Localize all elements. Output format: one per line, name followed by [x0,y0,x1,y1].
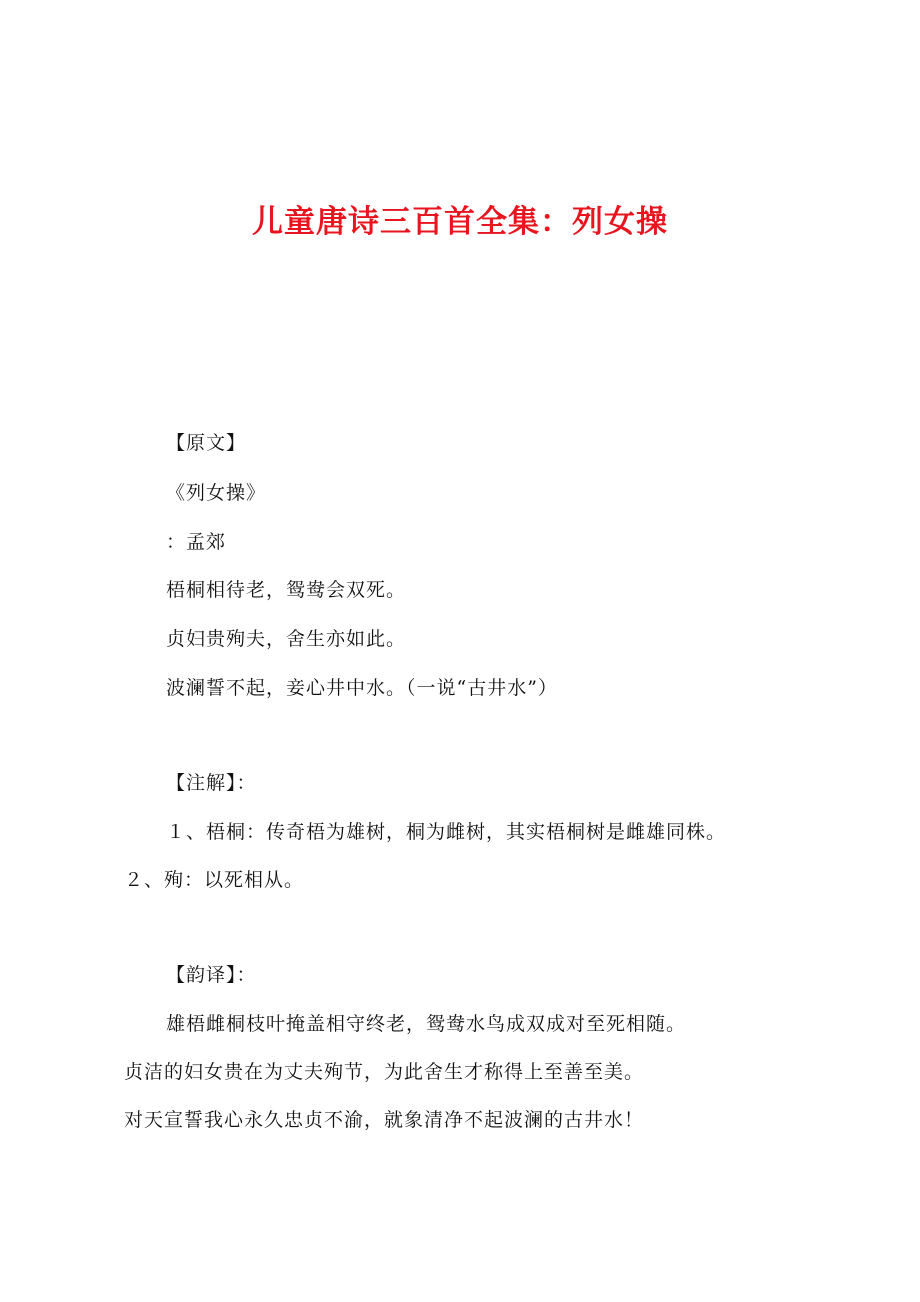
note-item: ２、殉：以死相从。 [124,869,305,891]
poem-line: 贞妇贵殉夫，舍生亦如此。 [166,628,407,650]
translation-line: 贞洁的妇女贵在为丈夫殉节，为此舍生才称得上至善至美。 [124,1061,645,1083]
translation-line: 雄梧雌桐枝叶掩盖相守终老，鸳鸯水鸟成双成对至死相随。 [166,1013,687,1035]
notes-heading: 【注解】： [166,772,257,794]
original-heading: 【原文】 [166,432,247,454]
poem-author: ：孟郊 [166,531,227,553]
translation-line: 对天宣誓我心永久忠贞不渝，就象清净不起波澜的古井水！ [124,1109,645,1131]
note-item: １、梧桐：传奇梧为雄树，桐为雌树，其实梧桐树是雌雄同株。 [166,821,727,843]
document-title: 儿童唐诗三百首全集：列女操 [252,204,668,240]
translation-heading: 【韵译】： [166,964,257,986]
poem-line: 梧桐相待老，鸳鸯会双死。 [166,579,407,601]
poem-line: 波澜誓不起，妾心井中水。（一说“古井水”） [166,677,558,699]
poem-title: 《列女操》 [166,482,267,504]
